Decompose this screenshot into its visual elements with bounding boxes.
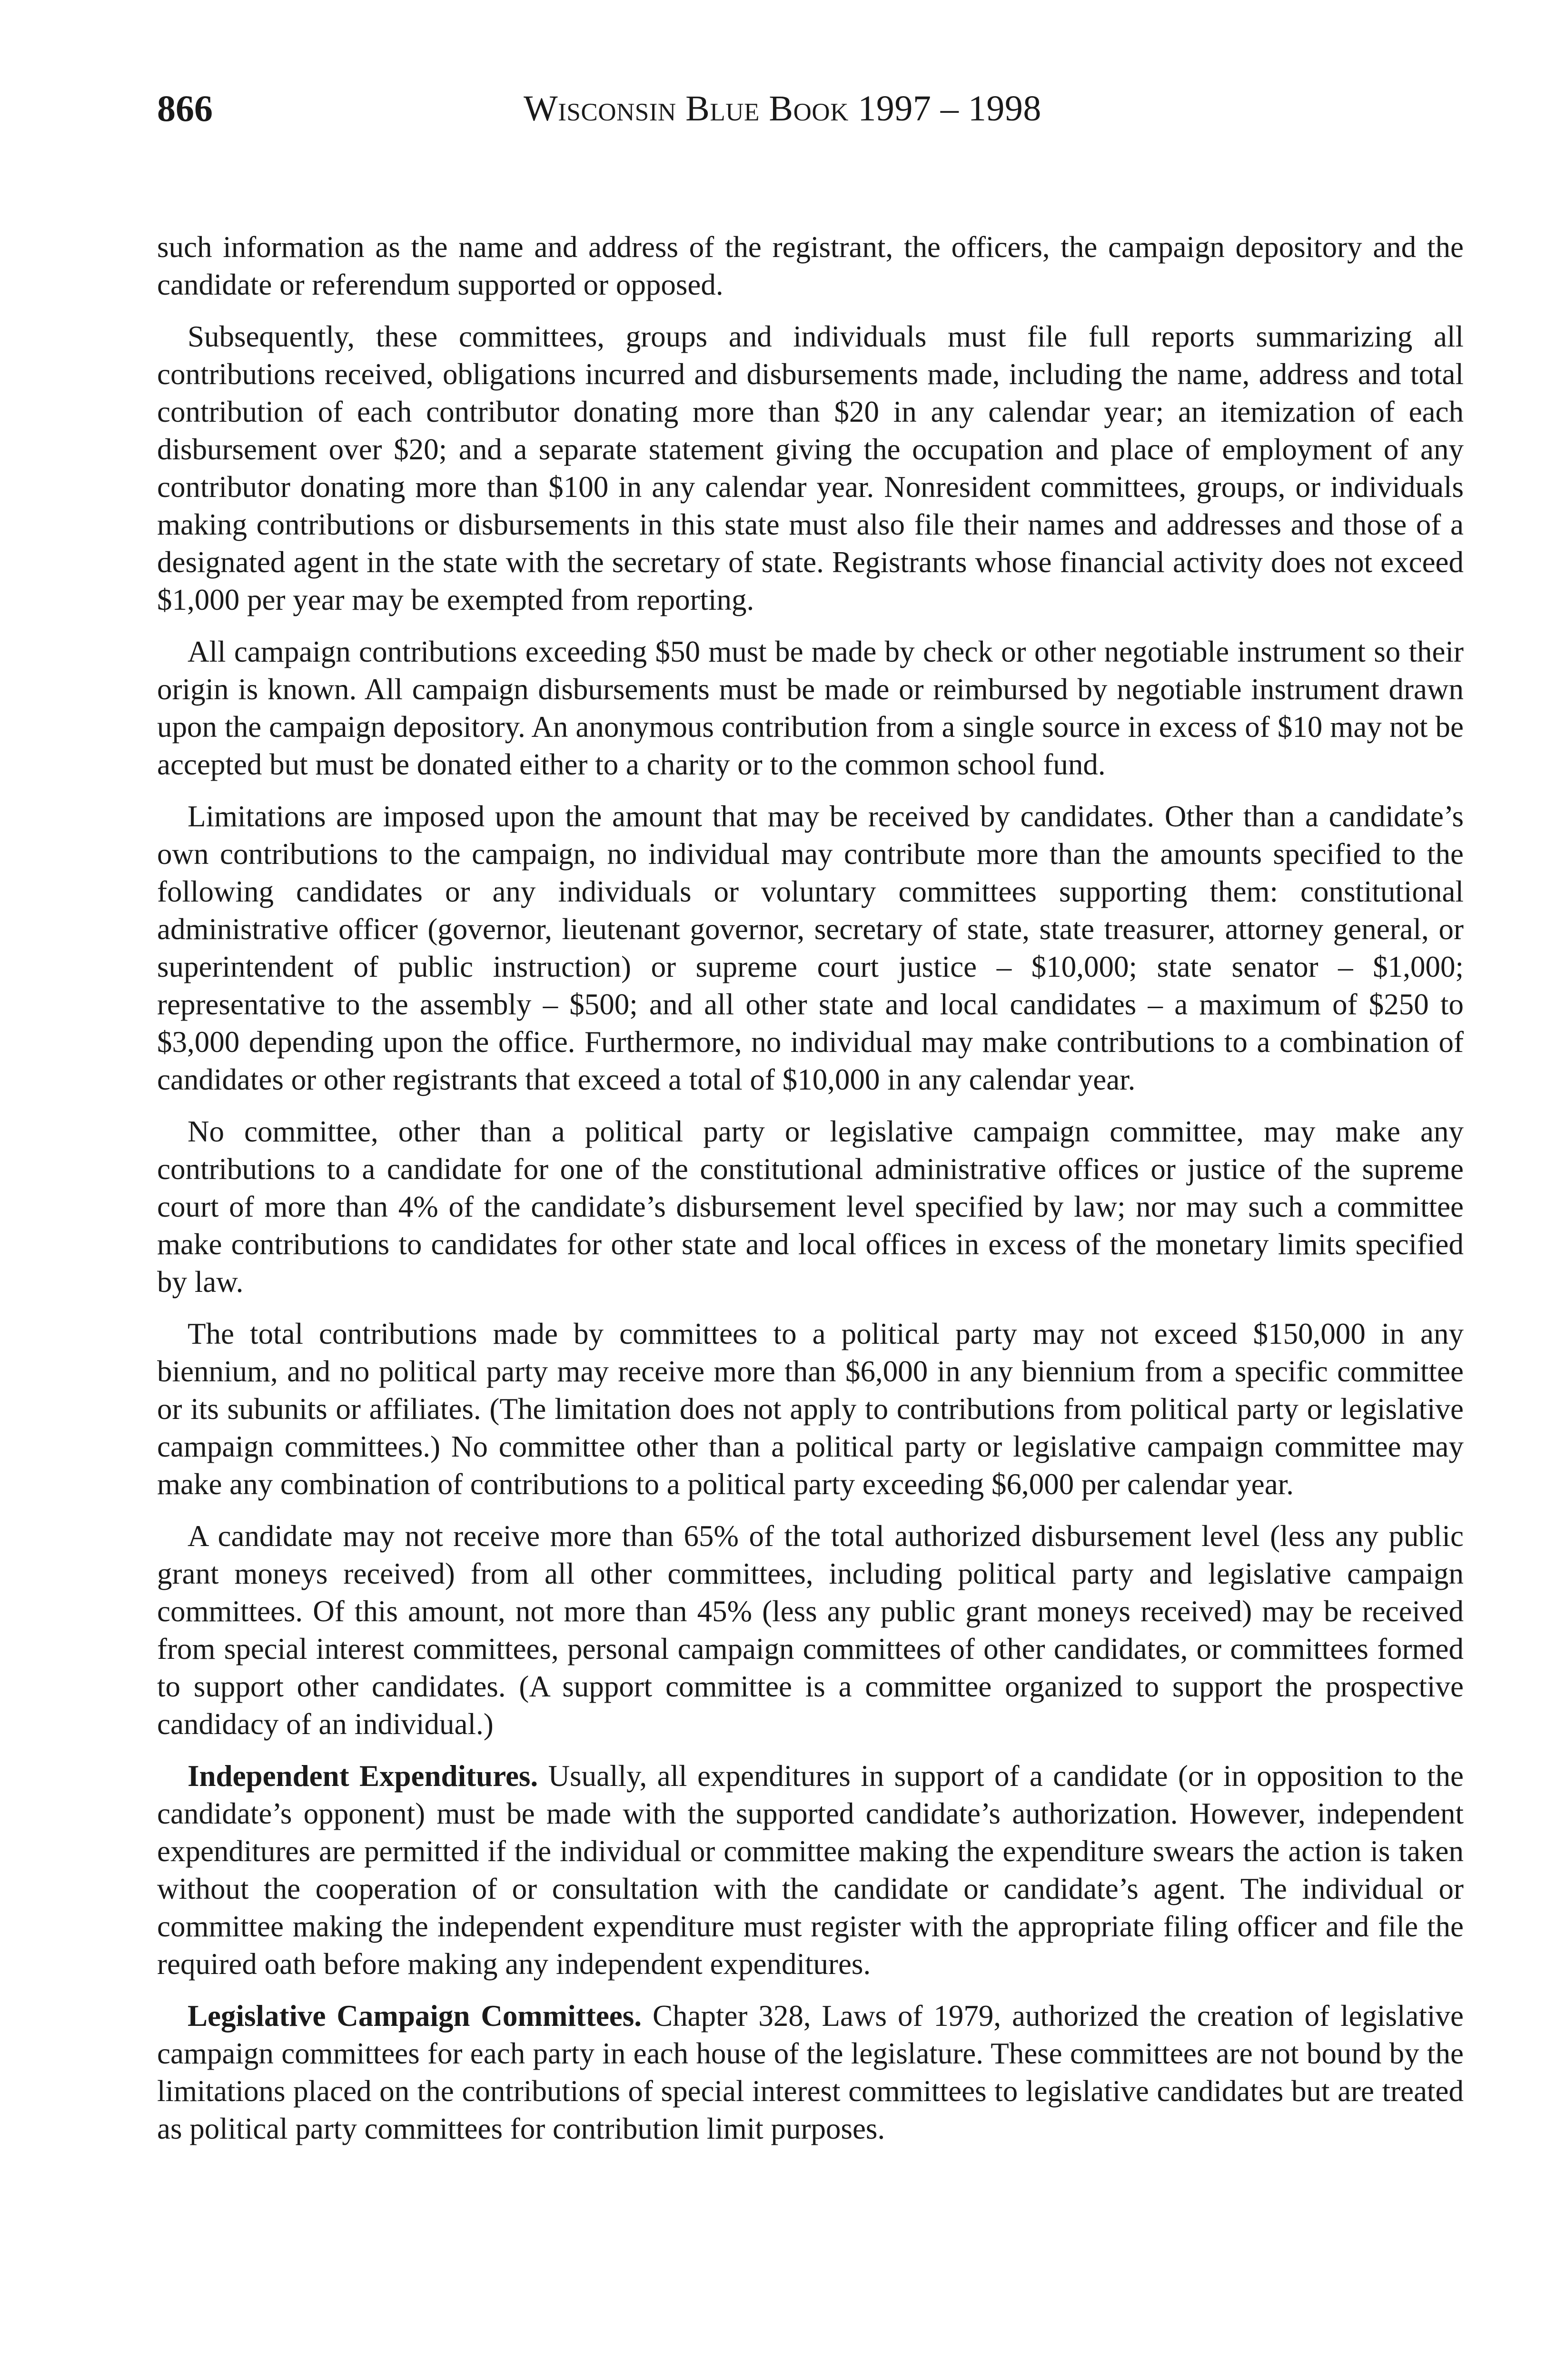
paragraph-text: Limitations are imposed upon the amount that may be received by candidates. Other than a candidate’s own contributions to the campaign, no individual may contribute more than the amounts specified to the following candidates or any individuals or voluntary committees supporting them: constitutional administrative officer (governor, lieutenant governor, secretary of state, state treasurer, attorney general, or superintendent of public instruction) or supreme court justice – $10,000; state senator – $1,000; representative to the assembly – $500; and all other state and local candidates – a maximum of $250 to $3,000 depending upon the office. Furthermore, no individual may make contributions to a combination of candidates or other registrants that exceed a total of $10,000 in any calendar year. <box>157 800 1464 1096</box>
paragraph-independent-expenditures <box>157 1757 1464 1983</box>
run-in-heading: Independent Expenditures. <box>188 1759 538 1793</box>
paragraph-text: Chapter 328, Laws of 1979, authorized the creation of legislative campaign committees for each party in each house of the legislature. These committees are not bound by the limitations placed on the contributions of special interest committees to legislative candidates but are treated as political party committees for contribution limit purposes. <box>157 1999 1464 2145</box>
paragraph-contributions-check <box>157 633 1464 783</box>
paragraph-committee-limits <box>157 1113 1464 1301</box>
paragraph-text: All campaign contributions exceeding $50 must be made by check or other negotiable instrument so their origin is known. All campaign disbursements must be made or reimbursed by negotiable instrument drawn upon the campaign depository. An anonymous contribution from a single source in excess of $10 may not be accepted but must be donated either to a charity or to the common school fund. <box>157 635 1464 781</box>
paragraph-text: The total contributions made by committees to a political party may not exceed $150,000 in any biennium, and no political party may receive more than $6,000 in any biennium from a specific committee or its subunits or affiliates. (The limitation does not apply to contributions from political party or legislative campaign committees.) No committee other than a political party or legislative campaign committee may make any combination of contributions to a political party exceeding $6,000 per calendar year. <box>157 1317 1464 1501</box>
paragraph-reporting <box>157 318 1464 619</box>
paragraph-text: A candidate may not receive more than 65% of the total authorized disbursement level (less any public grant moneys received) from all other committees, including political party and legislative campaign committees. Of this amount, not more than 45% (less any public grant moneys received) may be received from special interest committees, personal campaign committees of other candidates, or committees formed to support other candidates. (A support committee is a committee organized to support the prospective candidacy of an individual.) <box>157 1519 1464 1741</box>
paragraph-text: Subsequently, these committees, groups and individuals must file full reports summarizing all contributions received, obligations incurred and disbursements made, including the name, address and total contribution of each contributor donating more than $20 in any calendar year; an itemization of each disbursement over $20; and a separate statement giving the occupation and place of employment of any contributor donating more than $100 in any calendar year. Nonresident committees, groups, or individuals making contributions or disbursements in this state must also file their names and addresses and those of a designated agent in the state with the secretary of state. Registrants whose financial activity does not exceed $1,000 per year may be exempted from reporting. <box>157 320 1464 616</box>
paragraph-candidate-receipts <box>157 1517 1464 1743</box>
paragraph-text: No committee, other than a political party or legislative campaign committee, may make any contributions to a candidate for one of the constitutional administrative offices or justice of the supreme court of more than 4% of the candidate’s disbursement level specified by law; nor may such a committee make contributions to candidates for other state and local offices in excess of the monetary limits specified by law. <box>157 1115 1464 1299</box>
paragraph-text: Usually, all expenditures in support of a candidate (or in opposition to the candidate’s opponent) must be made with the supported candidate’s authorization. However, independent expenditures are permitted if the individual or committee making the expenditure swears the action is taken without the cooperation of or consultation with the candidate or candidate’s agent. The individual or committee making the independent expenditure must register with the appropriate filing officer and file the required oath before making any independent expenditures. <box>157 1759 1464 1981</box>
run-in-heading: Legislative Campaign Committees. <box>188 1999 642 2033</box>
paragraph-limitations <box>157 798 1464 1099</box>
body-text <box>157 228 1464 2162</box>
page-number: 866 <box>157 88 213 129</box>
paragraph-continued <box>157 228 1464 304</box>
paragraph-legislative-campaign-committees <box>157 1997 1464 2148</box>
running-head <box>157 85 1464 142</box>
paragraph-text: such information as the name and address of the registrant, the officers, the campaign depository and the candidate or referendum supported or opposed. <box>157 230 1464 301</box>
book-title: Wisconsin Blue Book 1997 – 1998 <box>524 89 1041 129</box>
paragraph-party-contributions <box>157 1315 1464 1503</box>
